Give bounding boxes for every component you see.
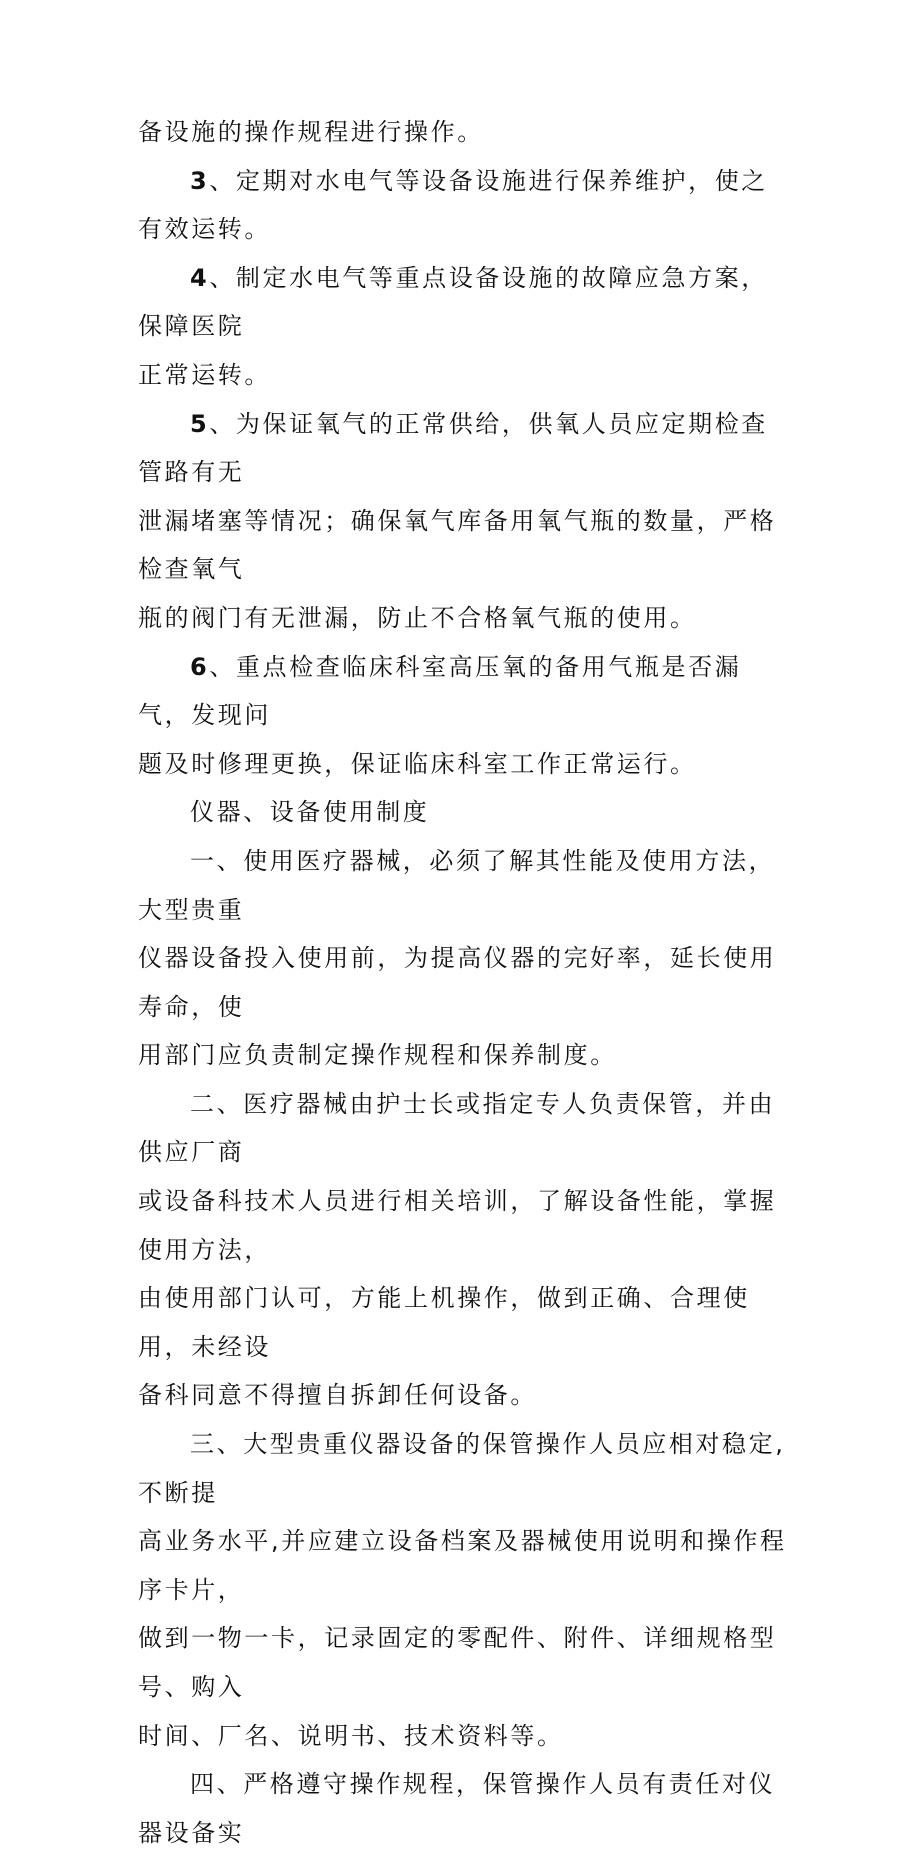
text-line: 二、医疗器械由护士长或指定专人负责保管，并由供应厂商: [138, 1089, 776, 1167]
paragraph: [138, 1080, 788, 1420]
text-line: 备科同意不得擅自拆卸任何设备。: [138, 1381, 537, 1410]
paragraph: [138, 837, 788, 1080]
text-line: 备设施的操作规程进行操作。: [138, 118, 484, 146]
text-line: 或设备科技术人员进行相关培训，了解设备性能，掌握使用方法，: [138, 1187, 777, 1264]
paragraph: [138, 643, 788, 789]
paragraph: [138, 1760, 788, 1857]
text-line: 高业务水平,并应建立设备档案及器械使用说明和操作程序卡片，: [138, 1527, 787, 1604]
document-body: [138, 108, 788, 1857]
text-line: 四、严格遵守操作规程，保管操作人员有责任对仪器设备实: [138, 1770, 776, 1847]
text-line: 正常运转。: [138, 360, 271, 389]
text-line: 、定期对水电气等设备设施进行保养维护，使之有效运转。: [138, 166, 768, 244]
paragraph: [138, 254, 788, 400]
list-number: 4: [190, 263, 210, 292]
list-number: 3: [190, 166, 210, 195]
text-line: 仪器设备投入使用前，为提高仪器的完好率，延长使用寿命，使: [138, 944, 777, 1021]
text-line: 一、使用医疗器械，必须了解其性能及使用方法，大型贵重: [138, 846, 776, 924]
text-line: 、为保证氧气的正常供给，供氧人员应定期检查管路有无: [138, 409, 768, 487]
paragraph: [138, 788, 788, 837]
text-line: 瓶的阀门有无泄漏，防止不合格氧气瓶的使用。: [138, 603, 697, 632]
text-line: 三、大型贵重仪器设备的保管操作人员应相对稳定,不断提: [138, 1430, 786, 1507]
paragraph: [138, 400, 788, 643]
text-line: 题及时修理更换，保证临床科室工作正常运行。: [138, 749, 697, 778]
paragraph: [138, 108, 788, 157]
paragraph: [138, 1420, 788, 1760]
text-line: 由使用部门认可，方能上机操作，做到正确、合理使用，未经设: [138, 1284, 750, 1361]
text-line: 做到一物一卡，记录固定的零配件、附件、详细规格型号、购入: [138, 1624, 777, 1701]
list-number: 6: [190, 652, 210, 681]
text-line: 、重点检查临床科室高压氧的备用气瓶是否漏气，发现问: [138, 652, 742, 730]
text-line: 用部门应负责制定操作规程和保养制度。: [138, 1041, 617, 1070]
text-line: 时间、厂名、说明书、技术资料等。: [138, 1721, 564, 1750]
text-line: 、制定水电气等重点设备设施的故障应急方案，保障医院: [138, 263, 768, 341]
paragraph: [138, 157, 788, 254]
text-line: 泄漏堵塞等情况；确保氧气库备用氧气瓶的数量，严格检查氧气: [138, 506, 777, 584]
text-line: 仪器、设备使用制度: [190, 798, 430, 827]
list-number: 5: [190, 409, 210, 438]
